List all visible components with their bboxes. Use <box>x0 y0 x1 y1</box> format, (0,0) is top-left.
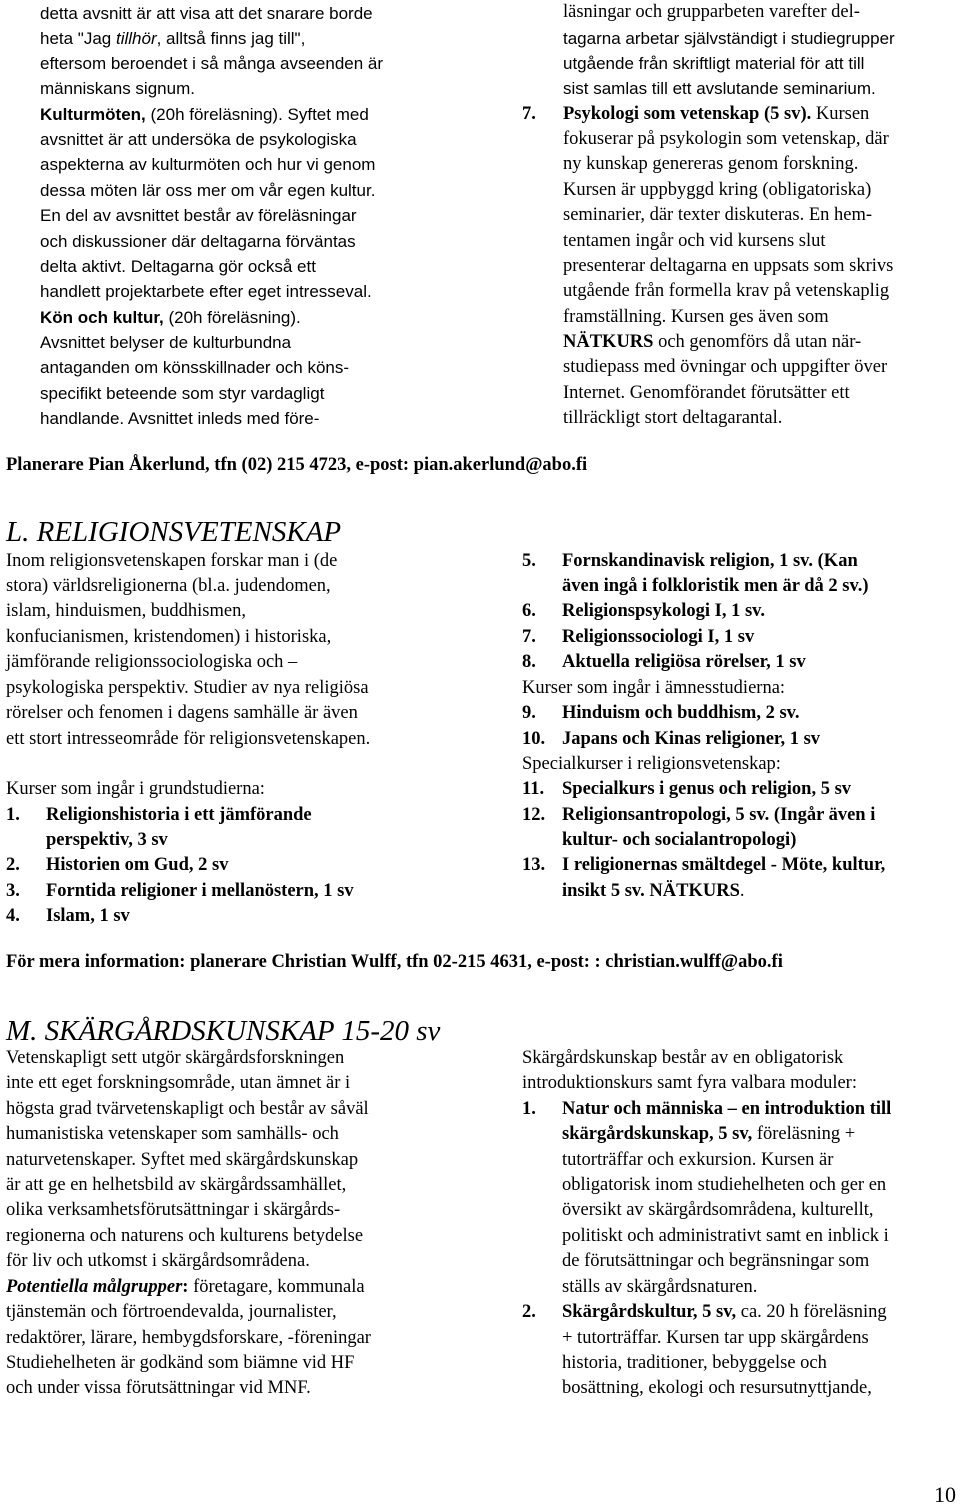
list-number: 3. <box>6 881 20 901</box>
list-item-cont: kultur- och socialantropologi) <box>562 830 797 850</box>
list-item <box>522 1097 891 1122</box>
text-line: regionerna och naturens och kulturens betydelse <box>6 1226 364 1246</box>
course-title: Religionssociologi I, 1 sv <box>562 627 755 647</box>
list-number: 1. <box>6 805 20 825</box>
module-title: Natur och människa – en introduktion till <box>562 1099 892 1119</box>
text-line: obligatorisk inom studiehelheten och ger en <box>562 1175 887 1195</box>
list-number: 10. <box>522 729 546 749</box>
text-line: aspekterna av kulturmöten och hur vi genom <box>40 155 376 174</box>
text-line <box>40 305 301 330</box>
course-title: Religionsantropologi, 5 sv. (Ingår även i <box>562 805 876 825</box>
list-item <box>522 803 875 828</box>
text-line: är att ge en helhetsbild av skärgårdssamhället, <box>6 1175 347 1195</box>
text-line: islam, hinduismen, buddhismen, <box>6 601 246 621</box>
text-line: tentamen ingår och vid kursens slut <box>563 231 826 251</box>
text-line: ny kunskap genereras genom forskning. <box>563 154 859 174</box>
list-item <box>522 549 858 574</box>
course-title: Historien om Gud, 2 sv <box>46 855 229 875</box>
text-span: heta "Jag <box>40 29 116 48</box>
list-number: 2. <box>6 855 20 875</box>
list-number: 9. <box>522 703 536 723</box>
list-item <box>522 777 851 802</box>
section-heading: L. RELIGIONSVETENSKAP <box>6 516 342 548</box>
text-line: Inom religionsvetenskapen forskar man i (de <box>6 551 338 571</box>
text-span: , alltså finns jag till", <box>156 29 306 48</box>
text-line: framställning. Kursen ges även som <box>563 307 829 327</box>
text-line: läsningar och grupparbeten varefter del- <box>563 2 860 22</box>
list-item <box>522 853 885 878</box>
bold-italic-span: Potentiella målgrupper <box>6 1277 183 1297</box>
text-line: delta aktivt. Deltagarna gör också ett <box>40 257 316 276</box>
text-line: presenterar deltagarna en uppsats som skrivs <box>563 256 894 276</box>
text-line <box>6 1275 365 1300</box>
list-number: 7. <box>522 104 536 124</box>
text-line: detta avsnitt är att visa att det snarare borde <box>40 4 373 23</box>
course-title: Forntida religioner i mellanöstern, 1 sv <box>46 881 354 901</box>
text-line: Vetenskapligt sett utgör skärgårdsforskningen <box>6 1048 345 1068</box>
list-number: 13. <box>522 855 546 875</box>
planner-contact-religion: För mera information: planerare Christian Wulff, tfn 02-215 4631, e-post: : christian.wulff@abo.fi <box>6 952 783 972</box>
list-label: Kurser som ingår i ämnesstudierna: <box>522 678 786 698</box>
text-line: avsnittet är att undersöka de psykologiska <box>40 130 357 149</box>
text-line: antaganden om könsskillnader och köns- <box>40 358 350 377</box>
text-line: eftersom beroendet i så många avseenden är <box>40 54 384 73</box>
italic-span: tillhör <box>115 29 157 48</box>
list-number: 11. <box>522 779 545 799</box>
section-heading: M. SKÄRGÅRDSKUNSKAP 15-20 sv <box>6 1015 441 1047</box>
text-line: jämförande religionssociologiska och – <box>6 652 298 672</box>
list-number: 12. <box>522 805 546 825</box>
list-item <box>522 1300 887 1325</box>
page-number: 10 <box>934 1482 956 1507</box>
text-line: högsta grad tvärvetenskapligt och består av såväl <box>6 1099 369 1119</box>
text-line: inte ett eget forskningsområde, utan ämnet är i <box>6 1073 351 1093</box>
text-span: och genomförs då utan när- <box>653 332 862 352</box>
text-line: Kursen är uppbyggd kring (obligatoriska) <box>563 180 872 200</box>
text-span: företagare, kommunala <box>188 1277 365 1297</box>
text-line: studiepass med övningar och uppgifter över <box>563 357 888 377</box>
text-line: En del av avsnittet består av föreläsningar <box>40 206 357 225</box>
text-line: och under vissa förutsättningar vid MNF. <box>6 1378 311 1398</box>
list-item <box>6 803 312 828</box>
list-number: 5. <box>522 551 536 571</box>
list-item <box>522 650 806 675</box>
course-title: Hinduism och buddhism, 2 sv. <box>562 703 800 723</box>
text-line: konfucianismen, kristendomen) i historiska, <box>6 627 332 647</box>
text-line: olika verksamhetsförutsättningar i skärgårds- <box>6 1200 341 1220</box>
list-number: 4. <box>6 906 20 926</box>
bold-span: Kön och kultur, <box>40 308 164 327</box>
bold-span: : <box>182 1277 189 1297</box>
text-line: Internet. Genomförandet förutsätter ett <box>563 383 850 403</box>
list-number: 1. <box>522 1099 536 1119</box>
text-line <box>563 330 861 355</box>
text-line: de förutsättningar och begränsningar som <box>562 1251 870 1271</box>
list-item-cont: perspektiv, 3 sv <box>46 830 168 850</box>
text-span: Kursen <box>811 104 870 124</box>
text-line: människans signum. <box>40 79 195 98</box>
list-label: Kurser som ingår i grundstudierna: <box>6 779 265 799</box>
course-title: Fornskandinavisk religion, 1 sv. (Kan <box>562 551 858 571</box>
text-line <box>40 102 369 127</box>
list-item <box>522 727 820 752</box>
text-line <box>563 102 869 127</box>
text-line: naturvetenskaper. Syftet med skärgårdskunskap <box>6 1150 359 1170</box>
text-line: utgående från skriftligt material för att till <box>563 54 865 73</box>
text-line <box>40 26 305 51</box>
module-title: Skärgårdskultur, 5 sv, <box>562 1302 737 1322</box>
list-number: 2. <box>522 1302 536 1322</box>
course-title: Aktuella religiösa rörelser, 1 sv <box>562 652 806 672</box>
text-line: ett stort intresseområde för religionsvetenskapen. <box>6 729 371 749</box>
bold-span: insikt 5 sv. NÄTKURS <box>562 881 740 901</box>
list-item-cont: även ingå i folkloristik men är då 2 sv.) <box>562 576 869 596</box>
text-line: politiskt och administrativt samt en inblick i <box>562 1226 889 1246</box>
text-line: historia, traditioner, bebyggelse och <box>562 1353 827 1373</box>
text-span: . <box>739 881 745 901</box>
text-line: fokuserar på psykologin som vetenskap, där <box>563 129 889 149</box>
list-label: Specialkurser i religionsvetenskap: <box>522 754 781 774</box>
course-title: Specialkurs i genus och religion, 5 sv <box>562 779 852 799</box>
text-line: redaktörer, lärare, hembygdsforskare, -föreningar <box>6 1328 371 1348</box>
list-item <box>522 625 754 650</box>
list-item-cont <box>562 879 744 904</box>
text-line: humanistiska vetenskaper som samhälls- och <box>6 1124 339 1144</box>
text-line: + tutorträffar. Kursen tar upp skärgårdens <box>562 1328 869 1348</box>
text-line: tutorträffar och exkursion. Kursen är <box>562 1150 834 1170</box>
text-line: handlett projektarbete efter eget intresseval. <box>40 282 372 301</box>
list-item-cont <box>562 1122 855 1147</box>
bold-span: skärgårdskunskap, 5 sv, <box>562 1124 753 1144</box>
course-title: Islam, 1 sv <box>46 906 130 926</box>
text-span: föreläsning + <box>752 1124 856 1144</box>
text-line: stora) världsreligionerna (bl.a. judendomen, <box>6 576 331 596</box>
list-item <box>522 701 800 726</box>
text-line: sist samlas till ett avslutande seminarium. <box>563 79 876 98</box>
course-title: Religionshistoria i ett jämförande <box>46 805 312 825</box>
list-item <box>522 599 765 624</box>
text-line: Avsnittet belyser de kulturbundna <box>40 333 292 352</box>
text-line: handlande. Avsnittet inleds med före- <box>40 409 320 428</box>
text-line: ställs av skärgårdsnaturen. <box>562 1277 758 1297</box>
bold-span: Psykologi som vetenskap (5 sv). <box>563 104 812 124</box>
list-number: 6. <box>522 601 536 621</box>
course-title: Religionspsykologi I, 1 sv. <box>562 601 766 621</box>
text-line: och diskussioner där deltagarna förväntas <box>40 232 356 251</box>
list-number: 8. <box>522 652 536 672</box>
text-line: dessa möten lär oss mer om vår egen kultur. <box>40 181 376 200</box>
bold-span: NÄTKURS <box>563 332 654 352</box>
text-line: tagarna arbetar självständigt i studiegrupper <box>563 29 895 48</box>
text-line: för liv och utkomst i skärgårdsområdena. <box>6 1251 310 1271</box>
text-line: rörelser och fenomen i dagens samhälle är även <box>6 703 358 723</box>
text-line: seminarier, där texter diskuteras. En hem- <box>563 205 873 225</box>
text-line: introduktionskurs samt fyra valbara moduler: <box>522 1073 857 1093</box>
text-line: specifikt beteende som styr vardagligt <box>40 384 325 403</box>
text-line: psykologiska perspektiv. Studier av nya religiösa <box>6 678 369 698</box>
planner-contact-psychology: Planerare Pian Åkerlund, tfn (02) 215 4723, e-post: pian.akerlund@abo.fi <box>6 455 588 475</box>
text-line: Studiehelheten är godkänd som biämne vid HF <box>6 1353 355 1373</box>
list-item <box>6 853 228 878</box>
course-title: I religionernas smältdegel - Möte, kultur, <box>562 855 886 875</box>
list-number: 7. <box>522 627 536 647</box>
text-span: ca. 20 h föreläsning <box>736 1302 887 1322</box>
text-line: tjänstemän och förtroendevalda, journalister, <box>6 1302 337 1322</box>
text-line: bosättning, ekologi och resursutnyttjande, <box>562 1378 872 1398</box>
text-line: utgående från formella krav på vetenskaplig <box>563 281 890 301</box>
text-line: översikt av skärgårdsområdena, kulturellt, <box>562 1200 874 1220</box>
text-line: Skärgårdskunskap består av en obligatorisk <box>522 1048 844 1068</box>
list-item <box>6 904 130 929</box>
text-span: (20h föreläsning). Syftet med <box>145 105 369 124</box>
bold-span: Kulturmöten, <box>40 105 146 124</box>
course-title: Japans och Kinas religioner, 1 sv <box>562 729 821 749</box>
text-line: tillräckligt stort deltagarantal. <box>563 408 783 428</box>
text-span: (20h föreläsning). <box>163 308 301 327</box>
list-item <box>6 879 354 904</box>
